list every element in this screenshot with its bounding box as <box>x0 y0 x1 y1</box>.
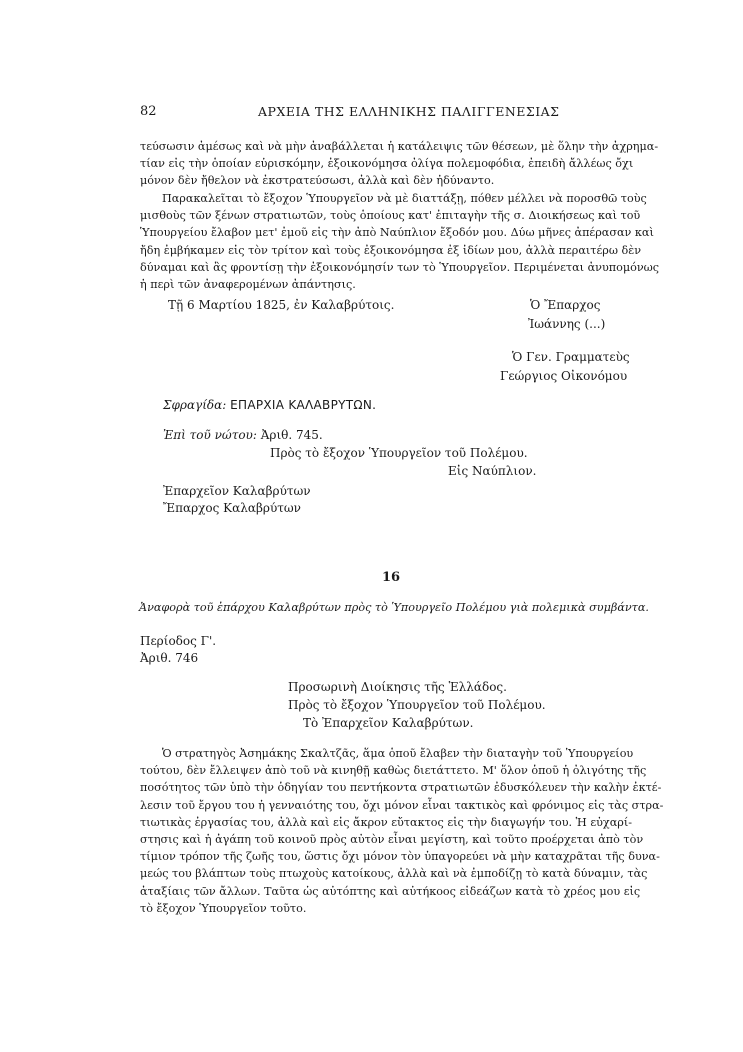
sender-1: Ἐπαρχεῖον Καλαβρύτων <box>163 484 311 498</box>
running-title: ΑΡΧΕΙΑ ΤΗΣ ΕΛΛΗΝΙΚΗΣ ΠΑΛΙΓΓΕΝΕΣΙΑΣ <box>258 104 560 119</box>
verso-address-1: Πρὸς τὸ ἔξοχον Ὑπουργεῖον τοῦ Πολέμου. <box>270 446 528 460</box>
document-heading: Ἀναφορὰ τοῦ ἐπάρχου Καλαβρύτων πρὸς τὸ Ὑπουργεῖο Πολέμου γιὰ πολεμικὰ συμβάντα. <box>139 601 649 614</box>
verso-line <box>163 428 323 442</box>
text-line: μεώς του βλάπτων τοὺς πτωχοὺς κατοίκους, ἀλλὰ καὶ νὰ ἐμποδίζῃ τὸ κατὰ δύναμιν, τὰς <box>140 867 648 881</box>
text-line: τίμιον τρόπον τῆς ζωῆς του, ὥστις ὄχι μόνον τὸν ὑπαγορεύει νὰ μὴν καταχρᾶται τῆς δυνα- <box>140 850 660 864</box>
period-line: Περίοδος Γ'. <box>140 634 217 648</box>
text-line: τεύσωσιν ἀμέσως καὶ νὰ μὴν ἀναβάλλεται ἡ κατάλειψις τῶν θέσεων, μὲ ὅλην τὴν ἀχρημα- <box>140 140 659 153</box>
text-line: δύναμαι καὶ ἂς φροντίσῃ τὴν ἐξοικονόμησίν των τὸ Ὑπουργεῖον. Περιμένεται ἀνυπομόνως <box>140 260 660 274</box>
text-line: τίαν εἰς τὴν ὁποίαν εὑρισκόμην, ἐξοικονόμησα ὀλίγα πολεμοφόδια, ἐπειδὴ ἄλλέως ὄχι <box>140 157 634 171</box>
signer2-name: Γεώργιος Οἰκονόμου <box>500 369 628 383</box>
text-line: τούτου, δὲν ἔλλειψεν ἀπὸ τοῦ νὰ κινηθῇ καθὼς διετάττετο. Μ' ὅλον ὁποῦ ἡ ὀλιγότης τῆς <box>140 764 647 778</box>
text-line: ἀταξίαις τῶν ἄλλων. Ταῦτα ὡς αὐτόπτης καὶ αὐτήκοος εἰδεάζων κατὰ τὸ χρέος μου εἰς <box>140 884 641 898</box>
text-line: μισθοὺς τῶν ξένων στρατιωτῶν, τοὺς ὁποίους κατ' ἐπιταγὴν τῆς σ. Διοικήσεως καὶ τοῦ <box>140 209 641 223</box>
verso-address-2: Εἰς Ναύπλιον. <box>448 464 537 478</box>
text-line: Ὑπουργείου ἔλαβον μετ' ἐμοῦ εἰς τὴν ἀπὸ Ναύπλιον ἔξοδόν μου. Δύω μῆνες ἀπέρασαν καὶ <box>140 226 654 240</box>
text-line: τιωτικὰς ἐργασίας του, ἀλλὰ καὶ εἰς ἄκρον εὔτακτος εἰς τὴν διαγωγήν του. Ἡ εὐχαρί- <box>140 815 632 829</box>
government-line-3: Τὸ Ἐπαρχεῖον Καλαβρύτων. <box>303 716 474 730</box>
text-line: στησις καὶ ἡ ἀγάπη τοῦ κοινοῦ πρὸς αὐτὸν εἶναι μεγίστη, καὶ τοῦτο προέρχεται ἀπὸ τὸν <box>140 833 644 847</box>
text-line: ποσότητος τῶν ὑπὸ τὴν ὁδηγίαν του πεντήκοντα στρατιωτῶν ἐδυσκόλευεν τὴν καλὴν ἐκτέ- <box>140 781 662 795</box>
verso-label: Ἐπὶ τοῦ νώτου: <box>163 428 257 442</box>
text-line: μόνον δὲν ἤθελον νὰ ἐκστρατεύσωσι, ἀλλὰ καὶ δὲν ἠδύναντο. <box>140 174 495 188</box>
text-line: ἡ περὶ τῶν ἀναφερομένων ἀπάντησις. <box>140 278 356 292</box>
text-line: λεσιν τοῦ ἔργου του ἡ γενναιότης του, ὄχι μόνον εἶναι τακτικὸς καὶ φρόνιμος εἰς τὰς στρα- <box>140 798 664 812</box>
sender-2: Ἔπαρχος Καλαβρύτων <box>163 501 301 515</box>
text-line: τὸ ἔξοχον Ὑπουργεῖον τοῦτο. <box>140 901 307 915</box>
signer1-title: Ὁ Ἔπαρχος <box>530 298 601 312</box>
government-line-1: Προσωρινὴ Διοίκησις τῆς Ἑλλάδος. <box>288 680 507 694</box>
seal-label: Σφραγίδα: <box>163 398 227 412</box>
document-number: 16 <box>382 570 401 585</box>
seal-line <box>163 398 376 412</box>
signer2-title: Ὁ Γεν. Γραμματεὺς <box>512 350 630 364</box>
text-line: ἤδη ἐμβήκαμεν εἰς τὸν τρίτον καὶ τοὺς ἐξοικονόμησα ἐξ ἰδίων μου, ἀλλὰ περαιτέρω δὲν <box>140 243 642 257</box>
doc15-paragraph-2 <box>140 190 660 293</box>
verso-number: Ἀριθ. 745. <box>260 428 323 442</box>
number-line: Ἀριθ. 746 <box>140 651 199 665</box>
date-line: Τῇ 6 Μαρτίου 1825, ἐν Καλαβρύτοις. <box>168 298 395 312</box>
page-number: 82 <box>140 104 157 119</box>
doc15-paragraph-1 <box>140 138 659 190</box>
government-line-2: Πρὸς τὸ ἔξοχον Ὑπουργεῖον τοῦ Πολέμου. <box>288 698 546 712</box>
seal-text: ΕΠΑΡΧΙΑ ΚΑΛΑΒΡΥΤΩΝ. <box>230 398 377 412</box>
text-line: Ὁ στρατηγὸς Ἀσημάκης Σκαλτζᾶς, ἅμα ὁποῦ ἔλαβεν τὴν διαταγὴν τοῦ Ὑπουργείου <box>162 747 634 760</box>
signer1-name: Ἰωάννης (...) <box>528 317 606 331</box>
doc16-body <box>140 745 664 917</box>
text-line: Παρακαλεῖται τὸ ἔξοχον Ὑπουργεῖον νὰ μὲ διαττάξῃ, πόθεν μέλλει νὰ ποροσθῶ τοὺς <box>162 192 647 205</box>
